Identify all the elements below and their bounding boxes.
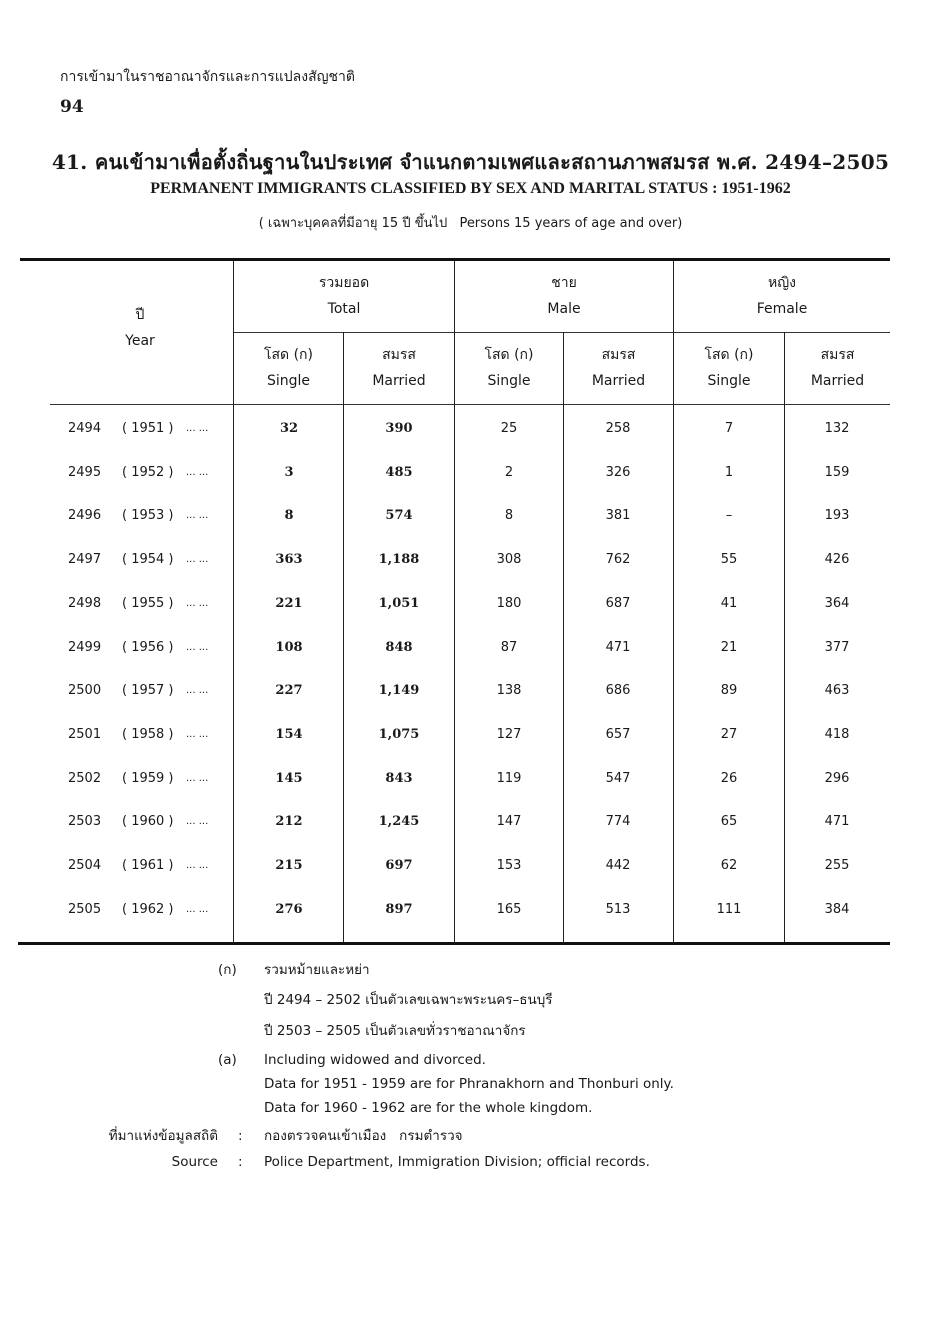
year-ce: ( 1957 ): [122, 683, 174, 698]
cell-male-single: 127: [496, 727, 522, 742]
group-header-total: [234, 270, 454, 322]
table-top-rule: [20, 258, 890, 261]
subheader-english: Single: [487, 373, 531, 389]
cell-female-single: 26: [720, 771, 738, 786]
cell-total-single: 145: [275, 771, 303, 786]
year-be: 2500: [68, 683, 102, 698]
note-thai-marker: (ก): [218, 962, 237, 978]
cell-male-single: 180: [496, 596, 522, 611]
source-label-thai: ที่มาแห่งข้อมูลสถิติ: [108, 1128, 218, 1144]
leader-dots: ... ...: [186, 773, 209, 784]
note-english-line: Including widowed and divorced.: [264, 1052, 486, 1068]
year-ce: ( 1952 ): [122, 465, 174, 480]
cell-female-married: 463: [824, 683, 850, 698]
title-thai-text: คนเข้ามาเพื่อตั้งถิ่นฐานในประเทศ จำแนกตามเพศและสถานภาพสมรส พ.ศ. 2494–2505: [94, 150, 890, 174]
cell-male-single: 138: [496, 683, 522, 698]
cell-female-married: 471: [824, 814, 850, 829]
running-head: การเข้ามาในราชอาณาจักรและการแปลงสัญชาติ: [60, 69, 356, 85]
source-text-english: Police Department, Immigration Division; official records.: [264, 1154, 650, 1170]
subheader-english: Single: [707, 373, 751, 389]
year-ce: ( 1951 ): [122, 421, 174, 436]
group-header-female: [674, 270, 890, 322]
cell-total-married: 1,188: [378, 552, 420, 567]
cell-total-married: 1,245: [378, 814, 420, 829]
table-subtitle: [0, 212, 941, 233]
subheader-thai: สมรส: [601, 347, 636, 363]
cell-total-single: 276: [275, 902, 303, 917]
cell-total-married: 574: [385, 508, 413, 523]
cell-female-single: 89: [720, 683, 738, 698]
leader-dots: ... ...: [186, 816, 209, 827]
year-be: 2501: [68, 727, 102, 742]
cell-female-married: 377: [824, 640, 850, 655]
source-label-english: Source: [171, 1154, 218, 1170]
source-text-thai: กองตรวจคนเข้าเมือง กรมตำรวจ: [264, 1128, 463, 1144]
cell-female-single: 111: [716, 902, 742, 917]
year-be: 2502: [68, 771, 102, 786]
cell-total-single: 212: [275, 814, 303, 829]
year-ce: ( 1956 ): [122, 640, 174, 655]
cell-male-married: 774: [605, 814, 631, 829]
subheader-female-married: [785, 342, 890, 394]
cell-male-single: 87: [500, 640, 518, 655]
subheader-thai: สมรส: [382, 347, 416, 363]
leader-dots: ... ...: [186, 598, 209, 609]
subheader-english: Married: [591, 373, 646, 389]
cell-male-single: 119: [496, 771, 522, 786]
year-be: 2504: [68, 858, 102, 873]
note-english-line: Data for 1951 - 1959 are for Phranakhorn and Thonburi only.: [264, 1076, 674, 1092]
cell-female-married: 159: [824, 465, 850, 480]
year-be: 2499: [68, 640, 102, 655]
subheader-total-single: [234, 342, 343, 394]
header-bottom-rule: [50, 404, 890, 405]
subheader-thai: สมรส: [820, 347, 855, 363]
year-ce: ( 1954 ): [122, 552, 174, 567]
group-label-thai: รวมยอด: [318, 275, 370, 291]
year-ce: ( 1953 ): [122, 508, 174, 523]
source-colon: :: [238, 1128, 243, 1144]
source-colon: :: [238, 1154, 243, 1170]
year-header: [60, 302, 220, 354]
cell-total-married: 897: [385, 902, 413, 917]
subheader-total-married: [344, 342, 454, 394]
cell-female-single: 41: [720, 596, 738, 611]
group-label-english: Total: [327, 301, 361, 317]
cell-male-married: 442: [605, 858, 631, 873]
subheader-thai: โสด (ก): [484, 347, 534, 363]
cell-total-single: 363: [275, 552, 303, 567]
cell-total-single: 108: [275, 640, 303, 655]
cell-male-married: 547: [605, 771, 631, 786]
cell-male-single: 308: [496, 552, 522, 567]
cell-male-married: 471: [605, 640, 631, 655]
cell-total-married: 848: [385, 640, 413, 655]
cell-total-married: 1,149: [378, 683, 420, 698]
year-be: 2503: [68, 814, 102, 829]
leader-dots: ... ...: [186, 904, 209, 915]
year-header-thai: ปี: [135, 307, 145, 323]
group-label-english: Male: [547, 301, 581, 317]
year-ce: ( 1962 ): [122, 902, 174, 917]
note-thai-line: ปี 2503 – 2505 เป็นตัวเลขทั่วราชอาณาจักร: [264, 1023, 526, 1039]
cell-male-single: 8: [504, 508, 514, 523]
cell-male-single: 153: [496, 858, 522, 873]
col-divider: [784, 332, 785, 942]
subheader-english: Married: [372, 373, 426, 389]
leader-dots: ... ...: [186, 685, 209, 696]
cell-total-married: 1,051: [378, 596, 420, 611]
subheader-female-single: [674, 342, 784, 394]
cell-male-married: 687: [605, 596, 631, 611]
cell-total-single: 3: [284, 465, 294, 480]
table-title-english: PERMANENT IMMIGRANTS CLASSIFIED BY SEX AND MARITAL STATUS : 1951-1962: [150, 180, 791, 197]
year-ce: ( 1959 ): [122, 771, 174, 786]
year-be: 2494: [68, 421, 102, 436]
col-divider: [563, 332, 564, 942]
cell-female-married: 384: [824, 902, 850, 917]
cell-male-single: 25: [500, 421, 518, 436]
cell-female-single: 65: [720, 814, 738, 829]
cell-male-married: 326: [605, 465, 631, 480]
group-header-male: [455, 270, 673, 322]
cell-total-single: 215: [275, 858, 303, 873]
cell-female-single: 1: [724, 465, 734, 480]
cell-total-single: 8: [284, 508, 294, 523]
subheader-thai: โสด (ก): [263, 347, 313, 363]
leader-dots: ... ...: [186, 554, 209, 565]
cell-male-single: 2: [504, 465, 514, 480]
table-bottom-rule: [18, 942, 890, 945]
cell-female-single: 21: [720, 640, 738, 655]
group-label-thai: ชาย: [551, 275, 577, 291]
table-number: 41.: [51, 150, 88, 174]
cell-total-married: 697: [385, 858, 413, 873]
cell-female-single: 27: [720, 727, 738, 742]
group-label-thai: หญิง: [768, 275, 796, 291]
cell-total-married: 843: [385, 771, 413, 786]
cell-female-married: 296: [824, 771, 850, 786]
year-ce: ( 1958 ): [122, 727, 174, 742]
cell-male-married: 258: [605, 421, 631, 436]
year-be: 2496: [68, 508, 102, 523]
cell-female-married: 255: [824, 858, 850, 873]
footnotes: [0, 958, 941, 1178]
leader-dots: ... ...: [186, 642, 209, 653]
cell-total-single: 227: [275, 683, 303, 698]
subheader-english: Married: [810, 373, 865, 389]
group-divider-rule: [234, 332, 890, 333]
cell-total-single: 32: [279, 421, 299, 436]
note-thai-line: ปี 2494 – 2502 เป็นตัวเลขเฉพาะพระนคร–ธนบุรี: [264, 992, 553, 1008]
subheader-male-married: [564, 342, 673, 394]
note-english-line: Data for 1960 - 1962 are for the whole kingdom.: [264, 1100, 593, 1116]
cell-male-married: 513: [605, 902, 631, 917]
subheader-thai: โสด (ก): [704, 347, 754, 363]
year-ce: ( 1961 ): [122, 858, 174, 873]
cell-total-married: 1,075: [378, 727, 420, 742]
subheader-english: Single: [266, 373, 311, 389]
year-be: 2495: [68, 465, 102, 480]
leader-dots: ... ...: [186, 467, 209, 478]
subheader-male-single: [455, 342, 563, 394]
cell-female-married: 426: [824, 552, 850, 567]
subtitle-thai: ( เฉพาะบุคคลที่มีอายุ 15 ปี ขึ้นไป: [258, 216, 448, 231]
cell-female-single: 55: [720, 552, 738, 567]
cell-male-married: 381: [605, 508, 631, 523]
year-ce: ( 1955 ): [122, 596, 174, 611]
year-be: 2497: [68, 552, 102, 567]
cell-male-married: 657: [605, 727, 631, 742]
table-title-thai: [0, 146, 941, 178]
page-number: 94: [60, 97, 84, 117]
cell-total-married: 485: [385, 465, 413, 480]
cell-total-married: 390: [385, 421, 413, 436]
year-header-english: Year: [125, 333, 155, 349]
year-ce: ( 1960 ): [122, 814, 174, 829]
year-be: 2505: [68, 902, 102, 917]
cell-female-single: 62: [720, 858, 738, 873]
cell-female-married: 193: [824, 508, 850, 523]
cell-female-married: 364: [824, 596, 850, 611]
cell-total-single: 221: [275, 596, 303, 611]
cell-male-single: 147: [496, 814, 522, 829]
note-thai-line: รวมหม้ายและหย่า: [264, 962, 370, 978]
group-label-english: Female: [756, 301, 808, 317]
cell-female-single: 7: [724, 421, 734, 436]
leader-dots: ... ...: [186, 423, 209, 434]
leader-dots: ... ...: [186, 510, 209, 521]
year-be: 2498: [68, 596, 102, 611]
cell-female-single: –: [725, 508, 733, 523]
leader-dots: ... ...: [186, 729, 209, 740]
leader-dots: ... ...: [186, 860, 209, 871]
cell-total-single: 154: [275, 727, 303, 742]
note-english-marker: (a): [218, 1052, 237, 1068]
col-divider: [343, 332, 344, 942]
cell-female-married: 418: [824, 727, 850, 742]
subtitle-english: Persons 15 years of age and over): [459, 216, 683, 231]
cell-male-single: 165: [496, 902, 522, 917]
cell-male-married: 762: [605, 552, 631, 567]
cell-female-married: 132: [824, 421, 850, 436]
cell-male-married: 686: [605, 683, 631, 698]
